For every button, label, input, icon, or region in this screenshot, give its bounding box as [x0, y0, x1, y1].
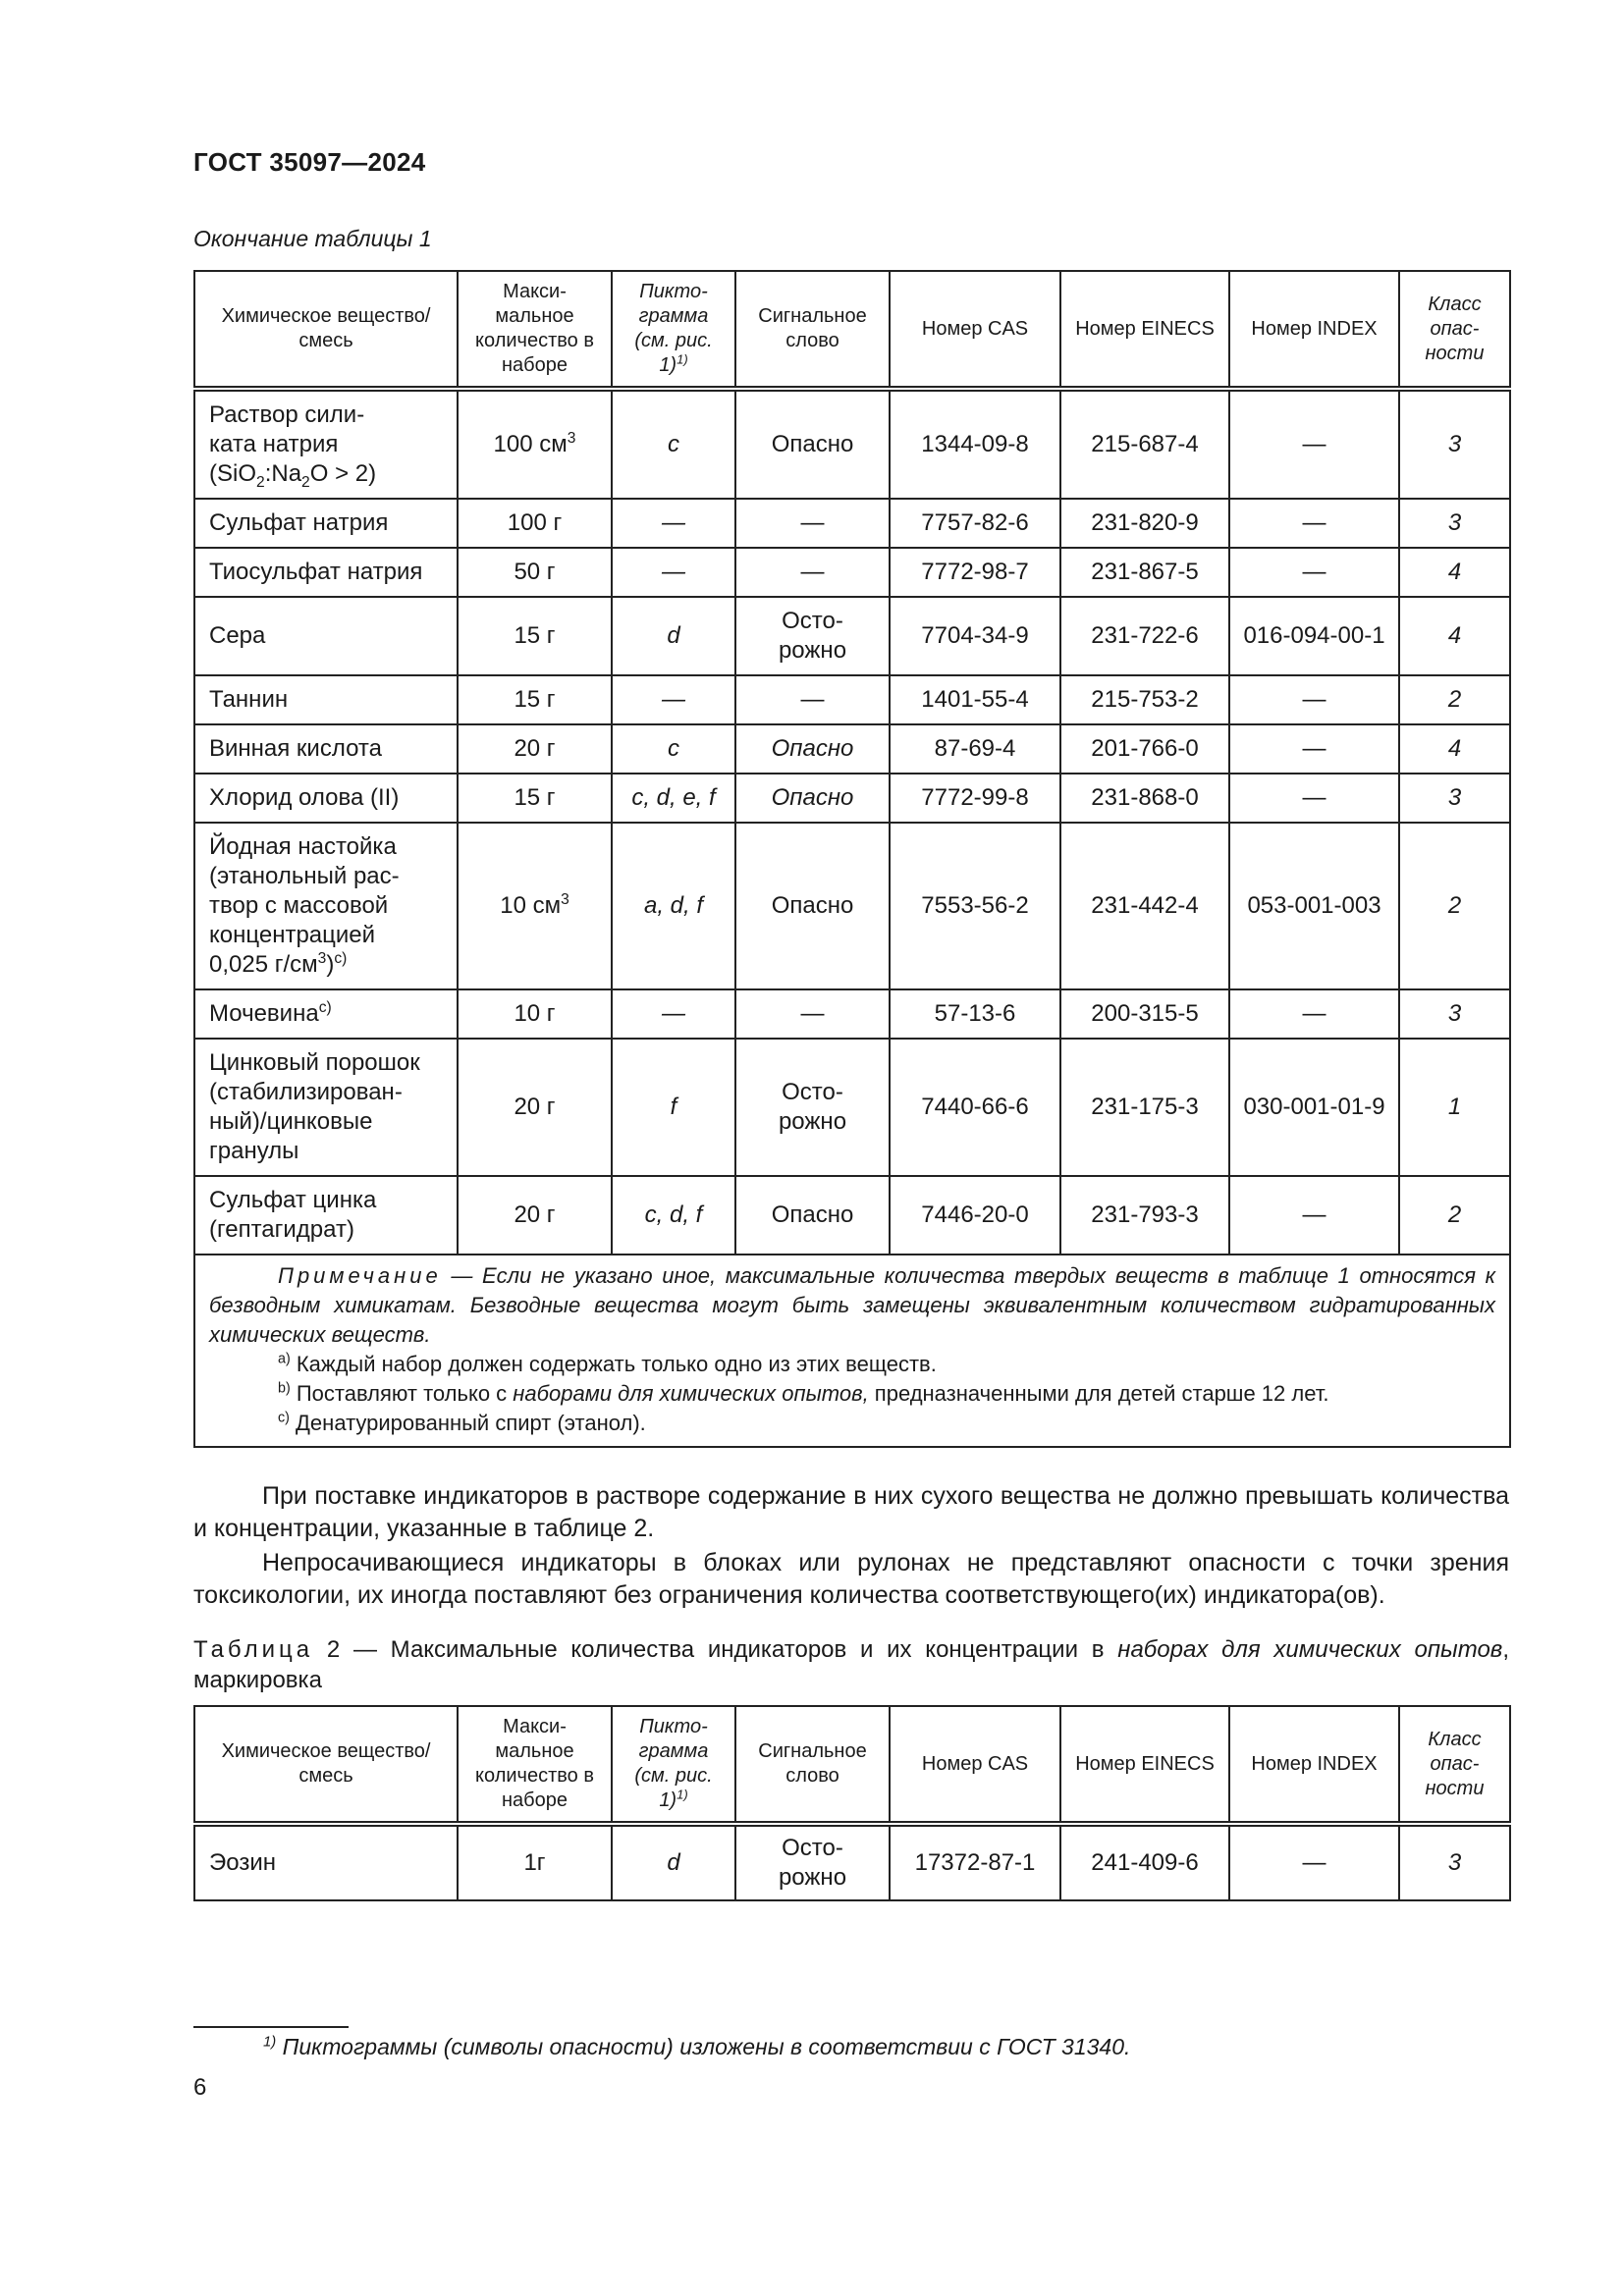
header-max-qty: Макси- мальное количество в наборе [458, 1706, 612, 1824]
class-cell: 4 [1399, 724, 1510, 774]
signal-cell: Опасно [735, 1176, 890, 1255]
einecs-cell: 231-442-4 [1060, 823, 1229, 989]
qty-cell: 10 г [458, 989, 612, 1039]
qty-cell: 100 г [458, 499, 612, 548]
cas-cell: 17372-87-1 [890, 1824, 1060, 1900]
einecs-cell: 241-409-6 [1060, 1824, 1229, 1900]
table-row [194, 548, 1510, 597]
cas-cell: 7772-99-8 [890, 774, 1060, 823]
paragraph-indicators-blocks: Непросачивающиеся индикаторы в блоках или рулонах не представляют опасности с точки зрения токсикологии, их иногда поставляют без ограничения количества соответствующего(их) индикатора(ов). [193, 1549, 1509, 1609]
cas-cell: 7704-34-9 [890, 597, 1060, 675]
header-index: Номер INDEX [1229, 271, 1399, 389]
page-number: 6 [193, 2074, 207, 2101]
table-row [194, 724, 1510, 774]
header-pictogram: Пикто- грамма (см. рис. 1)$^{1)}$ [612, 271, 735, 389]
cas-cell: 7772-98-7 [890, 548, 1060, 597]
pictogram-cell: — [612, 499, 735, 548]
table2-caption: Таблица 2 — Максимальные количества индикаторов и их концентрации в наборах для химических опытов, маркировка [193, 1636, 1509, 1693]
cas-cell: 7446-20-0 [890, 1176, 1060, 1255]
signal-cell: Осто- рожно [735, 597, 890, 675]
substance-cell: Йодная настойка (этанольный рас- твор с массовой концентрацией 0,025 $г/см^3)^{c)}$ [194, 823, 458, 989]
index-cell: 016-094-00-1 [1229, 597, 1399, 675]
index-cell: — [1229, 724, 1399, 774]
class-cell: 1 [1399, 1039, 1510, 1176]
pictogram-cell: — [612, 548, 735, 597]
substance-cell: Сера [194, 597, 458, 675]
einecs-cell: 231-868-0 [1060, 774, 1229, 823]
qty-cell: 15 г [458, 597, 612, 675]
qty-cell: 20 г [458, 1039, 612, 1176]
class-cell: 3 [1399, 989, 1510, 1039]
qty-cell: 1г [458, 1824, 612, 1900]
signal-cell: Опасно [735, 389, 890, 499]
cas-cell: 7757-82-6 [890, 499, 1060, 548]
einecs-cell: 215-687-4 [1060, 389, 1229, 499]
page-footnote: $^{1)}$ Пиктограммы (символы опасности) изложены в соответствии с ГОСТ 31340. [263, 2033, 1131, 2059]
note-footnote-b: $^{b)}$ Поставляют только с наборами для химических опытов, предназначенными для детей старше 12 лет. [278, 1380, 1329, 1406]
class-cell: 2 [1399, 675, 1510, 724]
substance-cell: Таннин [194, 675, 458, 724]
substance-cell: Тиосульфат натрия [194, 548, 458, 597]
einecs-cell: 231-722-6 [1060, 597, 1229, 675]
cas-cell: 57-13-6 [890, 989, 1060, 1039]
qty-cell: 20 г [458, 1176, 612, 1255]
table-row [194, 1039, 1510, 1176]
cas-cell: 1344-09-8 [890, 389, 1060, 499]
header-cas: Номер CAS [890, 271, 1060, 389]
qty-cell: 15 г [458, 675, 612, 724]
substance-cell: Раствор сили- ката натрия $(SiO_2:Na_2O > 2)$ [194, 389, 458, 499]
index-cell: — [1229, 1824, 1399, 1900]
substance-cell: Хлорид олова (II) [194, 774, 458, 823]
einecs-cell: 215-753-2 [1060, 675, 1229, 724]
header-einecs: Номер EINECS [1060, 1706, 1229, 1824]
header-cas: Номер CAS [890, 1706, 1060, 1824]
header-max-qty: Макси- мальное количество в наборе [458, 271, 612, 389]
pictogram-cell: c [612, 389, 735, 499]
einecs-cell: 231-175-3 [1060, 1039, 1229, 1176]
einecs-cell: 231-820-9 [1060, 499, 1229, 548]
pictogram-cell: — [612, 989, 735, 1039]
table1-header-row [194, 271, 1510, 389]
class-cell: 4 [1399, 597, 1510, 675]
qty-cell: 20 г [458, 724, 612, 774]
signal-cell: Опасно [735, 823, 890, 989]
index-cell: — [1229, 1176, 1399, 1255]
pictogram-cell: f [612, 1039, 735, 1176]
qty-cell: 100 $см^3$ [458, 389, 612, 499]
table1-caption: Окончание таблицы 1 [193, 226, 432, 251]
signal-cell: — [735, 548, 890, 597]
pictogram-cell: c, d, f [612, 1176, 735, 1255]
qty-cell: 15 г [458, 774, 612, 823]
header-hazard-class: Класс опас- ности [1399, 271, 1510, 389]
index-cell: 053-001-003 [1229, 823, 1399, 989]
index-cell: — [1229, 389, 1399, 499]
pictogram-cell: d [612, 597, 735, 675]
qty-cell: 50 г [458, 548, 612, 597]
table-row [194, 389, 1510, 499]
pictogram-cell: d [612, 1824, 735, 1900]
einecs-cell: 231-867-5 [1060, 548, 1229, 597]
index-cell: — [1229, 499, 1399, 548]
signal-cell: Осто- рожно [735, 1039, 890, 1176]
pictogram-cell: c, d, e, f [612, 774, 735, 823]
signal-cell: — [735, 989, 890, 1039]
note-label: Примечание [278, 1263, 442, 1288]
table1 [193, 270, 1511, 1448]
paragraph-indicators-solution: При поставке индикаторов в растворе содержание в них сухого вещества не должно превышать количества и концентрации, указанные в таблице 2. [193, 1482, 1509, 1542]
header-substance: Химическое вещество/ смесь [194, 271, 458, 389]
table2-header-row [194, 1706, 1510, 1824]
footnote-divider [193, 2026, 349, 2028]
class-cell: 2 [1399, 823, 1510, 989]
substance-cell: Цинковый порошок (стабилизирован- ный)/цинковые гранулы [194, 1039, 458, 1176]
einecs-cell: 200-315-5 [1060, 989, 1229, 1039]
header-hazard-class: Класс опас- ности [1399, 1706, 1510, 1824]
pictogram-cell: a, d, f [612, 823, 735, 989]
table-row [194, 1824, 1510, 1900]
index-cell: — [1229, 675, 1399, 724]
einecs-cell: 231-793-3 [1060, 1176, 1229, 1255]
table1-note [194, 1255, 1510, 1447]
qty-cell: 10 $см^3$ [458, 823, 612, 989]
header-einecs: Номер EINECS [1060, 271, 1229, 389]
header-pictogram: Пикто- грамма (см. рис. 1)$^{1)}$ [612, 1706, 735, 1824]
substance-cell: Мочевина$^{c)}$ [194, 989, 458, 1039]
table1-note-row [194, 1255, 1510, 1447]
class-cell: 3 [1399, 499, 1510, 548]
class-cell: 3 [1399, 774, 1510, 823]
signal-cell: — [735, 499, 890, 548]
substance-cell: Сульфат цинка (гептагидрат) [194, 1176, 458, 1255]
einecs-cell: 201-766-0 [1060, 724, 1229, 774]
class-cell: 4 [1399, 548, 1510, 597]
table-row [194, 675, 1510, 724]
header-signal: Сигнальное слово [735, 271, 890, 389]
class-cell: 2 [1399, 1176, 1510, 1255]
table-row [194, 1176, 1510, 1255]
header-substance: Химическое вещество/ смесь [194, 1706, 458, 1824]
note-text: — Если не указано иное, максимальные количества твердых веществ в таблице 1 относятся к безводным химикатам. Безводные вещества могут быть замещены эквивалентным количеством гидратированных химических веществ. [209, 1263, 1495, 1347]
index-cell: — [1229, 989, 1399, 1039]
substance-cell: Сульфат натрия [194, 499, 458, 548]
signal-cell: — [735, 675, 890, 724]
substance-cell: Винная кислота [194, 724, 458, 774]
signal-cell: Опасно [735, 724, 890, 774]
header-signal: Сигнальное слово [735, 1706, 890, 1824]
substance-cell: Эозин [194, 1824, 458, 1900]
cas-cell: 1401-55-4 [890, 675, 1060, 724]
table-row [194, 499, 1510, 548]
pictogram-cell: — [612, 675, 735, 724]
document-header: ГОСТ 35097—2024 [193, 147, 426, 177]
signal-cell: Опасно [735, 774, 890, 823]
index-cell: — [1229, 548, 1399, 597]
table2 [193, 1705, 1511, 1901]
cas-cell: 7553-56-2 [890, 823, 1060, 989]
table-row [194, 774, 1510, 823]
class-cell: 3 [1399, 389, 1510, 499]
class-cell: 3 [1399, 1824, 1510, 1900]
note-footnote-c: $^{c)}$ Денатурированный спирт (этанол). [278, 1410, 646, 1435]
cas-cell: 7440-66-6 [890, 1039, 1060, 1176]
note-footnote-a: $^{a)}$ Каждый набор должен содержать только одно из этих веществ. [278, 1351, 937, 1376]
table-row [194, 823, 1510, 989]
header-index: Номер INDEX [1229, 1706, 1399, 1824]
signal-cell: Осто- рожно [735, 1824, 890, 1900]
table-row [194, 597, 1510, 675]
index-cell: 030-001-01-9 [1229, 1039, 1399, 1176]
index-cell: — [1229, 774, 1399, 823]
cas-cell: 87-69-4 [890, 724, 1060, 774]
table-row [194, 989, 1510, 1039]
pictogram-cell: c [612, 724, 735, 774]
